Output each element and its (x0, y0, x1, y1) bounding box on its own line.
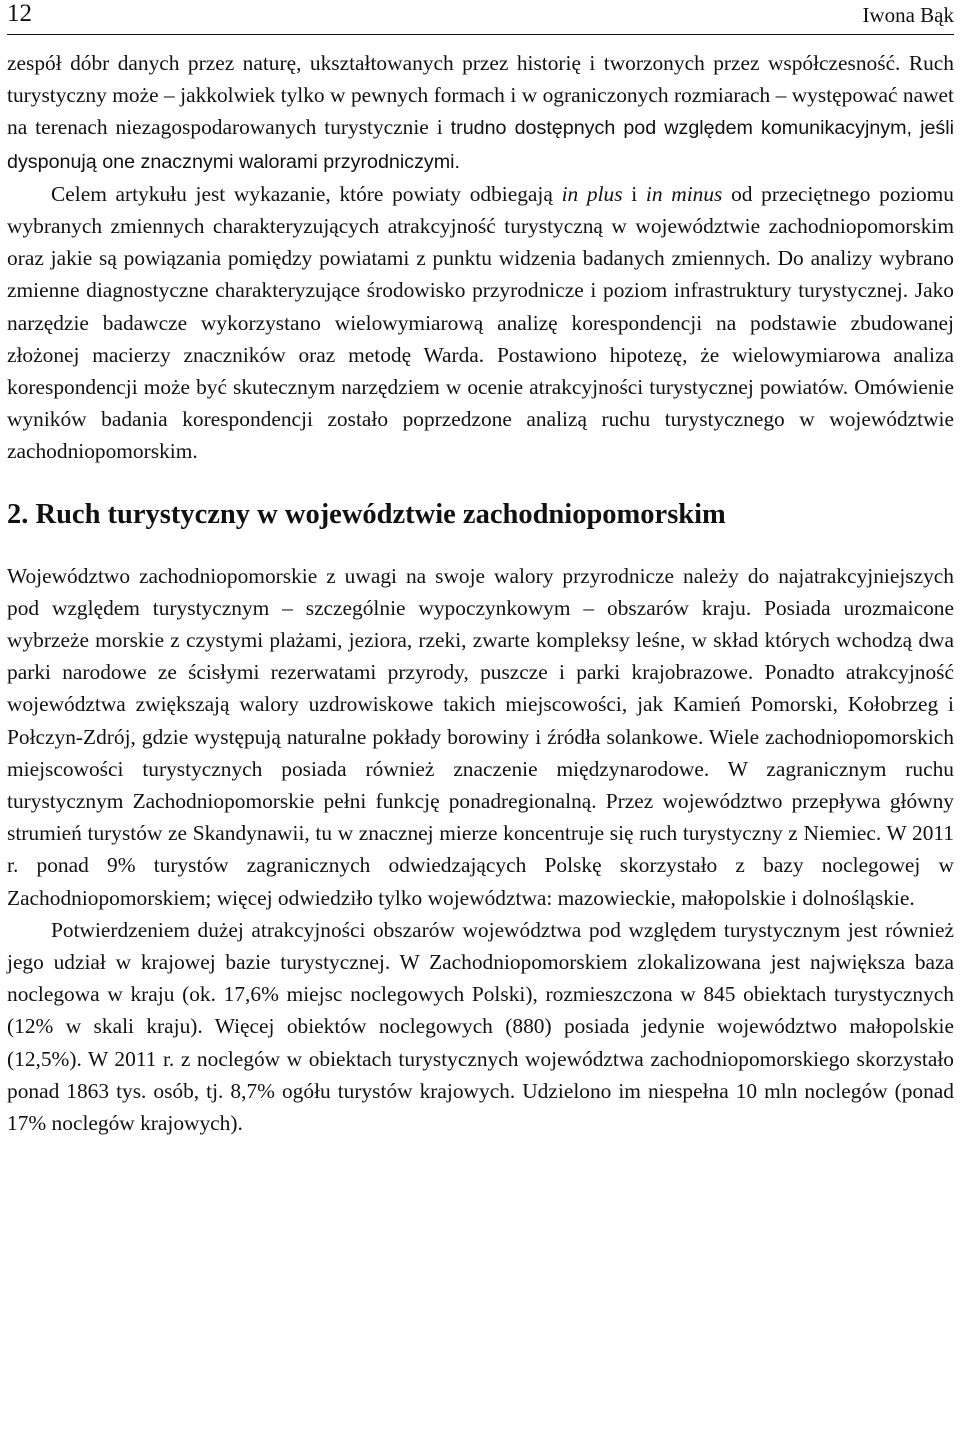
term-in-minus: in minus (645, 181, 723, 206)
paragraph-aim-text-2: i (622, 181, 646, 206)
paragraph-intro-serif-part: zespół dóbr danych przez naturę, ukształtowanych przez historię i tworzonych przez współczesność. Ruch turystyczny może – jakkolwiek tylko w pewnych formach i w ograniczonych rozmiarach – występować nawet na terenach niezagospodarowanych turystycznie i (7, 51, 954, 140)
page-number: 12 (7, 0, 32, 27)
section-heading: 2. Ruch turystyczny w województwie zachodniopomorskim (7, 498, 726, 530)
running-head-author: Iwona Bąk (862, 3, 954, 27)
paragraph-aim-text-3: od przeciętnego poziomu wybranych zmiennych charakteryzujących atrakcyjność turystyczną w województwie zachodniopomorskim oraz jakie są powiązania pomiędzy powiatami z punktu widzenia badanych zmiennych. Do analizy wybrano zmienne diagnostyczne charakteryzujące środowisko przyrodnicze i poziom infrastruktury turystycznej. Jako narzędzie badawcze wykorzystano wielowymiarową analizę korespondencji na podstawie zbudowanej złożonej macierzy znaczników oraz metodę Warda. Postawiono hipotezę, że wielowymiarowa analiza korespondencji może być skutecznym narzędziem w ocenie atrakcyjności turystycznej powiatów. Omówienie wyników badania korespondencji zostało poprzedzone analizą ruchu turystycznego w województwie zachodniopomorskim. (7, 181, 954, 464)
paragraph-aim-text-1: Celem artykułu jest wykazanie, które powiaty odbiegają (51, 181, 562, 206)
paragraph-intro-continuation (7, 47, 954, 178)
paragraph-accommodation-base: Potwierdzeniem dużej atrakcyjności obszarów województwa pod względem turystycznym jest również jego udział w krajowej bazie turystycznej. W Zachodniopomorskiem zlokalizowana jest największa baza noclegowa w kraju (ok. 17,6% miejsc noclegowych Polski), rozmieszczona w 845 obiektach turystycznych (12% w skali kraju). Więcej obiektów noclegowych (880) posiada jedynie województwo małopolskie (12,5%). W 2011 r. z noclegów w obiektach turystycznych województwa zachodniopomorskiego skorzystało ponad 1863 tys. osób, tj. 8,7% ogółu turystów krajowych. Udzielono im niespełna 10 mln noclegów (ponad 17% noclegów krajowych). (7, 917, 954, 1136)
running-header (7, 0, 954, 35)
paragraph-intro-sans-part: trudno dostępnych pod względem komunikacyjnym, jeśli dysponują one znacznymi walorami przyrodniczymi. (7, 117, 954, 173)
term-in-plus: in plus (561, 181, 623, 206)
body-text (7, 47, 954, 1139)
paragraph-aim (7, 178, 954, 468)
paragraph-region-attractions: Województwo zachodniopomorskie z uwagi na swoje walory przyrodnicze należy do najatrakcyjniejszych pod względem turystycznym – szczególnie wypoczynkowym – obszarów kraju. Posiada urozmaicone wybrzeże morskie z czystymi plażami, jeziora, rzeki, zwarte kompleksy leśne, w skład których wchodzą dwa parki narodowe ze ścisłymi rezerwatami przyrody, puszcze i parki krajobrazowe. Ponadto atrakcyjność województwa zwiększają walory uzdrowiskowe takich miejscowości, jak Kamień Pomorski, Kołobrzeg i Połczyn-Zdrój, gdzie występują naturalne pokłady borowiny i źródła solankowe. Wiele zachodniopomorskich miejscowości turystycznych posiada również znaczenie międzynarodowe. W zagranicznym ruchu turystycznym Zachodniopomorskie pełni funkcję ponadregionalną. Przez województwo przepływa główny strumień turystów ze Skandynawii, tu w znacznej mierze koncentruje się ruch turystyczny z Niemiec. W 2011 r. ponad 9% turystów zagranicznych odwiedzających Polskę skorzystało z bazy noclegowej w Zachodniopomorskiem; więcej odwiedziło tylko województwa: mazowieckie, małopolskie i dolnośląskie. (7, 563, 954, 910)
